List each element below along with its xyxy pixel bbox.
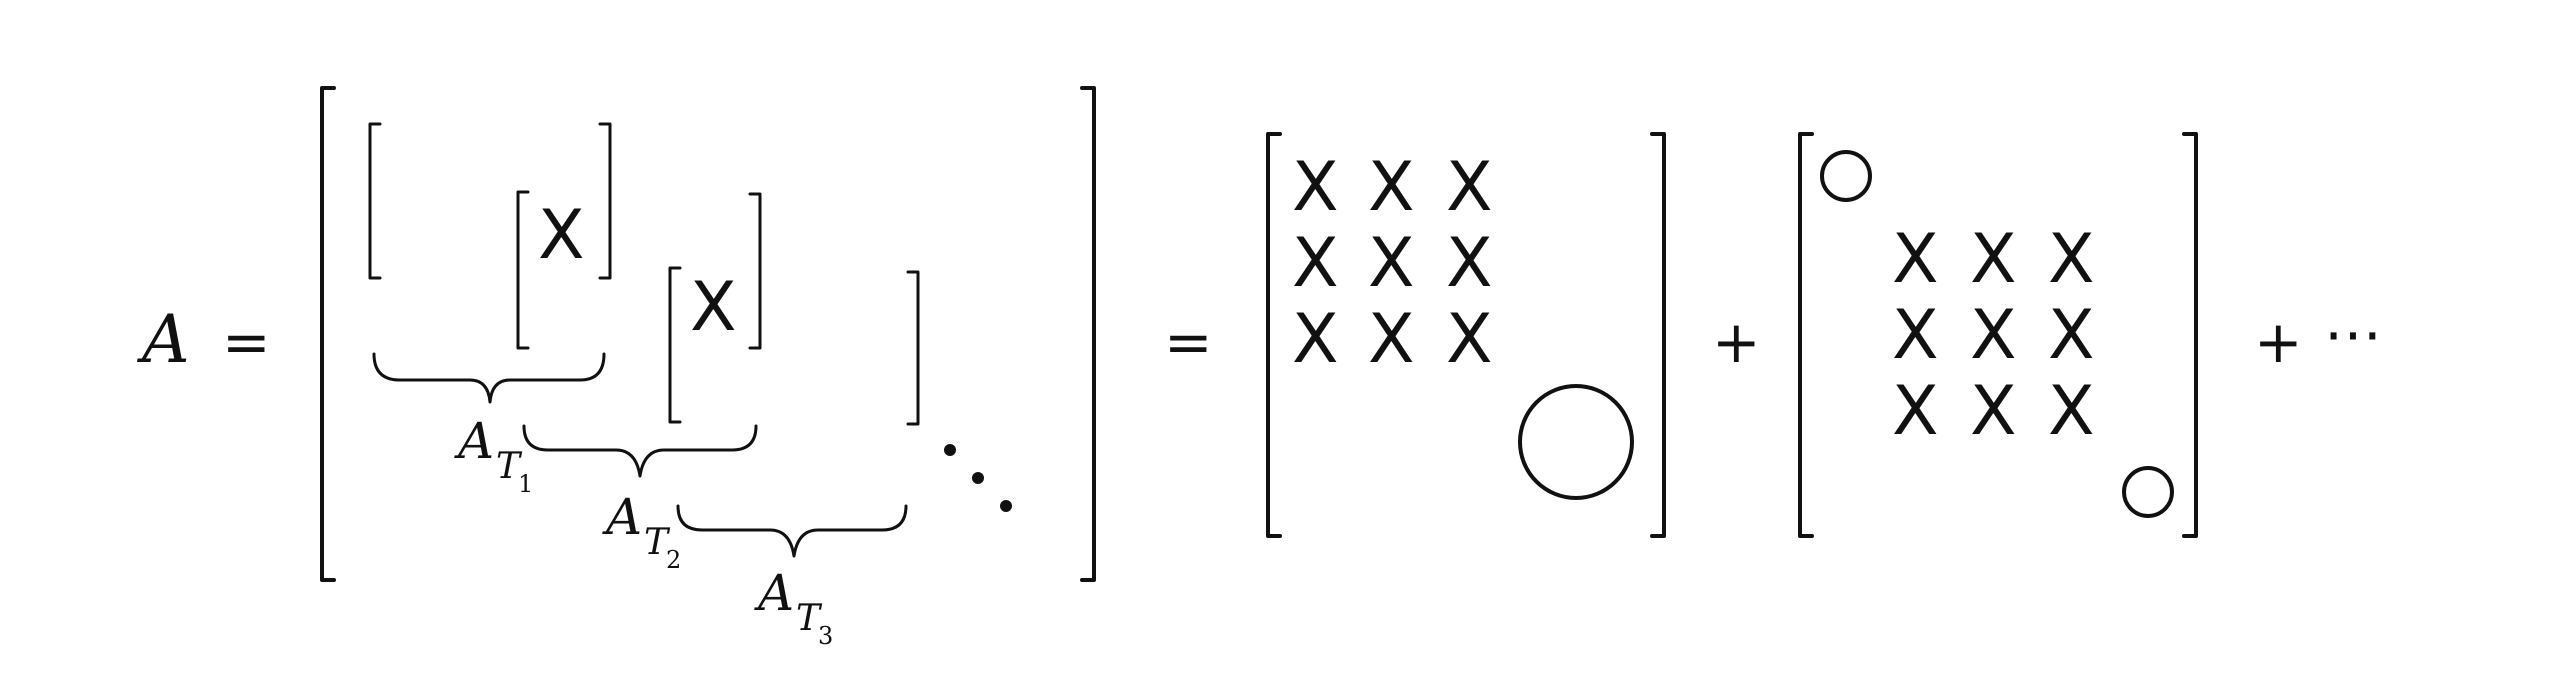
trailing-ellipsis: ⋯ — [2324, 300, 2382, 368]
block2-right-bracket — [750, 194, 760, 348]
brace-label-T3 — [754, 564, 833, 650]
diagonal-dot-1 — [944, 444, 956, 456]
term1-zero-block-circle — [1520, 386, 1632, 498]
brace-T3 — [678, 506, 906, 556]
term1-entry-2-0: X — [1292, 300, 1339, 379]
term1-entry-0-0: X — [1292, 148, 1339, 227]
diagonal-dot-2 — [972, 472, 984, 484]
term1-entry-0-2: X — [1446, 148, 1493, 227]
brace-label-T1-base: A — [458, 412, 495, 470]
block1-inner-left-bracket — [518, 192, 528, 348]
term2-entry-0-0: X — [1892, 220, 1939, 299]
term2-x-block — [1892, 220, 2095, 451]
equals-sign-1: = — [222, 308, 271, 376]
outer-left-bracket — [322, 88, 334, 580]
block3-right-bracket — [908, 272, 918, 424]
block1-right-bracket — [600, 124, 610, 278]
term1-left-bracket — [1268, 134, 1280, 536]
term2-entry-2-1: X — [1970, 372, 2017, 451]
term1-entry-1-1: X — [1368, 224, 1415, 303]
brace-label-T1 — [454, 412, 533, 498]
term1-x-block — [1292, 148, 1493, 379]
block1-left-bracket — [370, 124, 380, 278]
term1-entry-1-0: X — [1292, 224, 1339, 303]
block1-x-entry: X — [538, 196, 585, 275]
term2-entry-0-2: X — [2048, 220, 2095, 299]
term2-entry-2-0: X — [1892, 372, 1939, 451]
plus-sign-2: + — [2254, 308, 2303, 376]
term1-right-bracket — [1652, 134, 1664, 536]
term2-entry-1-0: X — [1892, 296, 1939, 375]
term2-entry-2-2: X — [2048, 372, 2095, 451]
brace-T1 — [374, 354, 604, 402]
brace-label-T3-base: A — [758, 564, 795, 622]
term2-bottom-zero-circle — [2124, 468, 2172, 516]
equals-sign-2: = — [1164, 308, 1213, 376]
outer-right-bracket — [1082, 88, 1094, 580]
term2-right-bracket — [2184, 134, 2196, 536]
diagonal-dot-3 — [1000, 500, 1012, 512]
term2-entry-1-1: X — [1970, 296, 2017, 375]
block2-left-bracket — [670, 268, 680, 422]
term2-left-bracket — [1800, 134, 1812, 536]
plus-sign-1: + — [1712, 308, 1761, 376]
term1-entry-0-1: X — [1368, 148, 1415, 227]
brace-label-T2-sub: T — [644, 522, 669, 563]
term1-entry-2-1: X — [1368, 300, 1415, 379]
brace-label-T2 — [602, 488, 681, 574]
brace-label-T1-sub: T — [496, 446, 521, 487]
term2-entry-0-1: X — [1970, 220, 2017, 299]
brace-label-T2-index: 2 — [666, 546, 682, 574]
block2-x-entry: X — [690, 268, 737, 347]
term1-entry-1-2: X — [1446, 224, 1493, 303]
brace-T2 — [524, 426, 756, 476]
term2-entry-1-2: X — [2048, 296, 2095, 375]
term1-entry-2-2: X — [1446, 300, 1493, 379]
lhs-symbol-A: A — [142, 301, 190, 378]
term2-top-zero-circle — [1822, 152, 1870, 200]
brace-label-T3-sub: T — [796, 598, 821, 639]
brace-label-T1-index: 1 — [518, 470, 534, 498]
brace-label-T2-base: A — [606, 488, 643, 546]
brace-label-T3-index: 3 — [818, 622, 834, 650]
